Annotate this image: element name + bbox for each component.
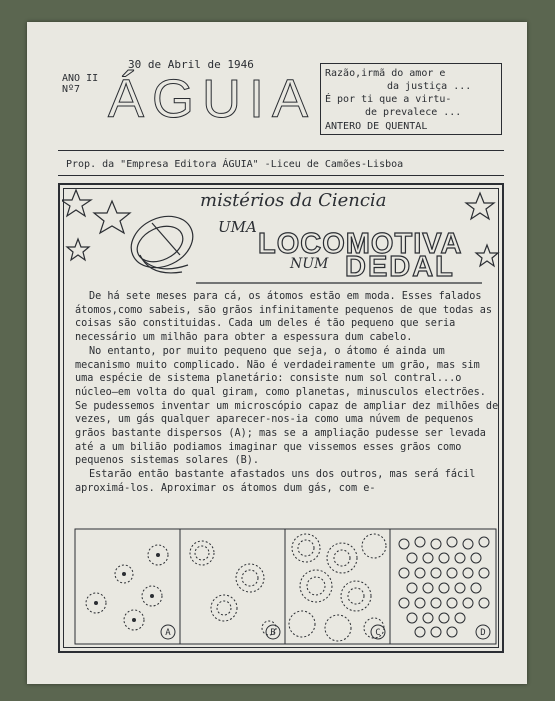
star-icon	[67, 239, 89, 260]
headline-word: NUM	[290, 256, 329, 272]
issue-info	[62, 73, 98, 95]
headline-main: DEDAL	[345, 251, 455, 283]
quote-line: de prevalece ...	[365, 107, 462, 118]
headline-word: UMA	[218, 218, 257, 236]
article-paragraph: No entanto, por muito pequeno que seja, o átomo é ainda um mecanismo muito complicado. Não é verdadeiramente um grão, mas sim uma espécie de sistema planetário: consiste num sol contral...o núcleo—em volta do qual giram, como planetas, minusculos electrões. Se pudessemos inventar um microscópio capaz de ampliar dez milhões de vezes, um gás qualquer aparecer-nos-ia como uma núvem de pequenos grãos bastante dispersos (A); mas se a ampliação pudesse ser levada até a um bilião podiamos imaginar que vissemos esses grãos como pequenos sistemas solares (B).	[75, 345, 499, 467]
headline-main: LOCOMOTIVA	[258, 228, 463, 260]
figure-label: B	[270, 628, 276, 638]
article-paragraph: De há sete meses para cá, os átomos estão em moda. Esses falados átomos,como sabeis, são grãos infinitamente pequenos de que todas as coisas são constituidas. Cada um deles é tão pequeno que seria necessário um milhão para obter a espessura dum cabelo.	[75, 291, 493, 344]
figure-label: D	[480, 628, 486, 638]
masthead-title: ÁGUIA	[108, 69, 317, 129]
issue-number: Nº7	[62, 84, 81, 95]
issue-date: 30 de Abril de 1946	[128, 58, 254, 71]
quote-author: ANTERO DE QUENTAL	[325, 121, 428, 132]
article-paragraph: Estarão então bastante afastados uns dos outros, mas será fácil aproximá-los. Aproximar os átomos dum gás, com e-	[75, 469, 476, 494]
star-icon	[476, 245, 498, 266]
divider	[58, 150, 504, 151]
diagram-b	[190, 541, 276, 635]
article-body	[75, 290, 499, 496]
publisher-line: Prop. da "Empresa Editora ÁGUIA" -Liceu de Camões-Lisboa	[66, 159, 404, 170]
quote-line: É por ti que a virtu-	[325, 94, 452, 105]
star-icon	[62, 190, 91, 216]
star-icon	[466, 193, 494, 219]
diagram-d	[399, 537, 489, 637]
thimble-drawing-icon	[123, 207, 201, 278]
atom-diagrams	[74, 528, 497, 645]
quote-line: da justiça ...	[387, 81, 472, 92]
figure-label: C	[375, 628, 381, 638]
issue-volume: ANO II	[62, 73, 99, 84]
diagram-c	[289, 534, 386, 641]
star-icon	[94, 201, 130, 233]
quote-line: Razão,irmã do amor e	[325, 68, 446, 79]
divider	[58, 175, 504, 176]
figure-label: A	[165, 628, 171, 638]
section-title: mistérios da Ciencia	[200, 190, 387, 211]
epigraph-box	[320, 63, 502, 135]
diagram-a	[86, 545, 168, 630]
